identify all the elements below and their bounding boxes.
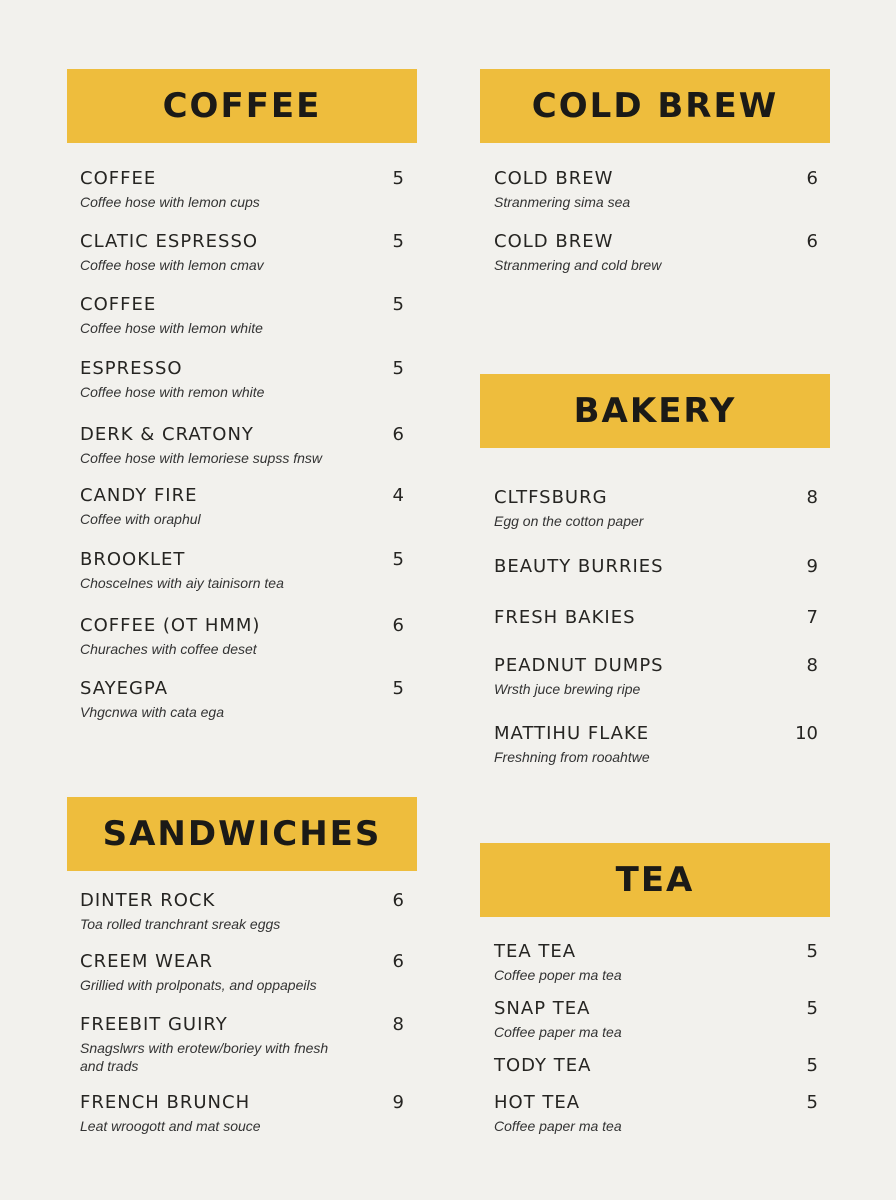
item-description: Egg on the cotton paper xyxy=(494,513,644,529)
item-description: Leat wroogott and mat souce xyxy=(80,1118,261,1134)
item-description: Coffee with oraphul xyxy=(80,511,201,527)
item-description: Freshning from rooahtwe xyxy=(494,749,650,765)
item-description: Grillied with prolponats, and oppapeils xyxy=(80,977,317,993)
item-price: 6 xyxy=(806,168,818,189)
item-name: CREEM WEAR xyxy=(80,951,214,972)
item-price: 6 xyxy=(392,951,404,972)
item-description: Wrsth juce brewing ripe xyxy=(494,681,641,697)
item-description: Choscelnes with aiy tainisorn tea xyxy=(80,575,284,591)
section-header-coffee xyxy=(67,69,417,143)
item-description: Coffee hose with lemon cmav xyxy=(80,257,264,273)
item-name: SNAP TEA xyxy=(494,998,591,1019)
item-name: TEA TEA xyxy=(494,941,577,962)
item-price: 5 xyxy=(392,168,404,189)
item-price: 6 xyxy=(806,231,818,252)
item-price: 6 xyxy=(392,890,404,911)
item-description: Coffee paper ma tea xyxy=(494,1024,622,1040)
section-header-bakery xyxy=(480,374,830,448)
item-price: 8 xyxy=(806,487,818,508)
item-price: 7 xyxy=(806,607,818,628)
item-description: Coffee hose with lemon cups xyxy=(80,194,260,210)
item-name: SAYEGPA xyxy=(80,678,169,699)
section-title: SANDWICHES xyxy=(102,814,382,854)
item-price: 4 xyxy=(392,485,404,506)
item-name: COFFEE xyxy=(80,294,157,315)
item-price: 8 xyxy=(392,1014,404,1035)
item-name: COFFEE xyxy=(80,168,157,189)
item-name: CLATIC ESPRESSO xyxy=(80,231,259,252)
item-description: Coffee hose with lemon white xyxy=(80,320,263,336)
item-price: 9 xyxy=(392,1092,404,1113)
section-header-cold-brew xyxy=(480,69,830,143)
item-name: FRESH BAKIES xyxy=(494,607,636,628)
item-name: HOT TEA xyxy=(494,1092,581,1113)
section-title: TEA xyxy=(615,860,695,900)
item-description: Toa rolled tranchrant sreak eggs xyxy=(80,916,281,932)
item-name: FRENCH BRUNCH xyxy=(80,1092,251,1113)
item-description: Coffee paper ma tea xyxy=(494,1118,622,1134)
item-name: COFFEE (OT HMM) xyxy=(80,615,261,636)
item-price: 5 xyxy=(806,1055,818,1076)
item-name: COLD BREW xyxy=(494,168,614,189)
item-name: PEADNUT DUMPS xyxy=(494,655,664,676)
item-name: BEAUTY BURRIES xyxy=(494,556,664,577)
item-price: 5 xyxy=(806,998,818,1019)
item-name: COLD BREW xyxy=(494,231,614,252)
item-description: Coffee hose with lemoriese supss fnsw xyxy=(80,450,322,466)
item-description: Coffee hose with remon white xyxy=(80,384,265,400)
item-name: FREEBIT GUIRY xyxy=(80,1014,228,1035)
item-name: CANDY FIRE xyxy=(80,485,198,506)
item-price: 9 xyxy=(806,556,818,577)
item-price: 5 xyxy=(392,294,404,315)
item-price: 5 xyxy=(392,678,404,699)
section-header-sandwiches xyxy=(67,797,417,871)
item-name: CLTFSBURG xyxy=(494,487,608,508)
item-description: Churaches with coffee deset xyxy=(80,641,257,657)
item-name: DERK & CRATONY xyxy=(80,424,254,445)
item-name: MATTIHU FLAKE xyxy=(494,723,650,744)
item-price: 10 xyxy=(795,723,818,744)
item-price: 8 xyxy=(806,655,818,676)
item-description: Vhgcnwa with cata ega xyxy=(80,704,224,720)
item-price: 5 xyxy=(392,549,404,570)
item-description: Stranmering and cold brew xyxy=(494,257,662,273)
item-name: ESPRESSO xyxy=(80,358,183,379)
item-price: 6 xyxy=(392,615,404,636)
item-description: Stranmering sima sea xyxy=(494,194,631,210)
item-description: Coffee poper ma tea xyxy=(494,967,622,983)
section-header-tea xyxy=(480,843,830,917)
item-price: 5 xyxy=(392,358,404,379)
item-price: 5 xyxy=(806,1092,818,1113)
item-price: 5 xyxy=(806,941,818,962)
section-title: BAKERY xyxy=(573,391,737,431)
item-name: TODY TEA xyxy=(494,1055,592,1076)
item-price: 6 xyxy=(392,424,404,445)
item-name: DINTER ROCK xyxy=(80,890,216,911)
section-title: COFFEE xyxy=(162,86,322,126)
item-name: BROOKLET xyxy=(80,549,186,570)
section-title: COLD BREW xyxy=(531,86,779,126)
item-description: Snagslwrs with erotew/boriey with fnesh and trads xyxy=(80,1040,329,1074)
item-price: 5 xyxy=(392,231,404,252)
